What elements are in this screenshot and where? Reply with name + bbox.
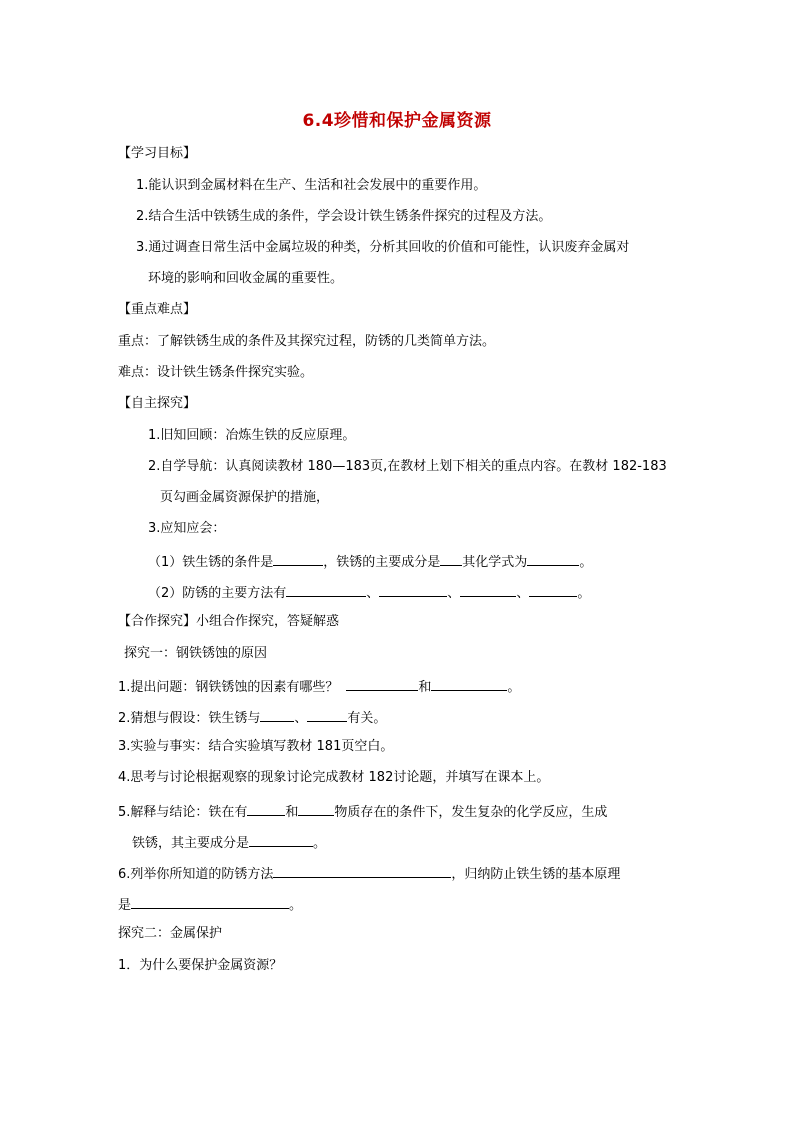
key-heading: 【重点难点】 [118,302,197,317]
key-point: 重点：了解铁锈生成的条件及其探究过程，防锈的几类简单方法。 [118,334,496,349]
answer-blank[interactable] [307,708,347,722]
inquiry-item: 2.猜想与假设：铁生锈与 、 有关。 [118,708,386,727]
page-title: 6.4珍惜和保护金属资源 [302,111,492,131]
answer-blank[interactable] [286,583,366,597]
goal-item: 2.结合生活中铁锈生成的条件，学会设计铁生锈条件探究的过程及方法。 [136,209,552,224]
inquiry-item: 4.思考与讨论根据观察的现象讨论完成教材 182讨论题，并填写在课本上。 [118,770,550,785]
answer-blank[interactable] [460,583,516,597]
goals-heading: 【学习目标】 [118,146,197,161]
self-study-heading: 【自主探究】 [118,396,197,411]
goal-item: 3.通过调查日常生活中金属垃圾的种类，分析其回收的价值和可能性，认识废弃金属对 [136,240,630,255]
inquiry-one-title: 探究一：钢铁锈蚀的原因 [124,646,268,661]
self-study-item: 1.旧知回顾：冶炼生铁的反应原理。 [148,428,356,443]
inquiry-item: 1.提出问题：钢铁锈蚀的因素有哪些？ 和 。 [118,677,520,696]
self-study-item-continued: 页勾画金属资源保护的措施， [160,490,330,505]
cooperation-heading: 【合作探究】小组合作探究，答疑解惑 [118,614,340,629]
difficult-point: 难点：设计铁生锈条件探究实验。 [118,365,314,380]
answer-blank[interactable] [249,833,313,847]
question-rust-prevention: （2）防锈的主要方法有 、 、 、 。 [148,583,590,602]
inquiry-item-continued: 是 。 [118,895,302,914]
protection-question: 1．为什么要保护金属资源？ [118,958,283,973]
answer-blank[interactable] [131,895,289,909]
goal-item-continued: 环境的影响和回收金属的重要性。 [148,271,344,286]
answer-blank[interactable] [379,583,447,597]
answer-blank[interactable] [529,583,577,597]
inquiry-item: 5.解释与结论：铁在有 和 物质存在的条件下，发生复杂的化学反应，生成 [118,802,607,821]
self-study-item: 3.应知应会： [148,521,226,536]
self-study-item: 2.自学导航：认真阅读教材 180—183页,在教材上划下相关的重点内容。在教材 182-183 [148,459,667,474]
answer-blank[interactable] [440,552,462,566]
inquiry-item-continued: 铁锈，其主要成分是 。 [132,833,326,852]
question-rust-conditions: （1）铁生锈的条件是 ，铁锈的主要成分是 其化学式为 。 [148,552,592,571]
answer-blank[interactable] [431,677,507,691]
inquiry-item: 6.列举你所知道的防锈方法 ，归纳防止铁生锈的基本原理 [118,864,620,883]
answer-blank[interactable] [273,864,451,878]
inquiry-two-title: 探究二：金属保护 [118,926,223,941]
answer-blank[interactable] [346,677,418,691]
answer-blank[interactable] [527,552,579,566]
goal-item: 1.能认识到金属材料在生产、生活和社会发展中的重要作用。 [136,178,487,193]
inquiry-item: 3.实验与事实：结合实验填写教材 181页空白。 [118,739,394,754]
answer-blank[interactable] [247,802,285,816]
answer-blank[interactable] [298,802,334,816]
answer-blank[interactable] [273,552,323,566]
answer-blank[interactable] [260,708,294,722]
